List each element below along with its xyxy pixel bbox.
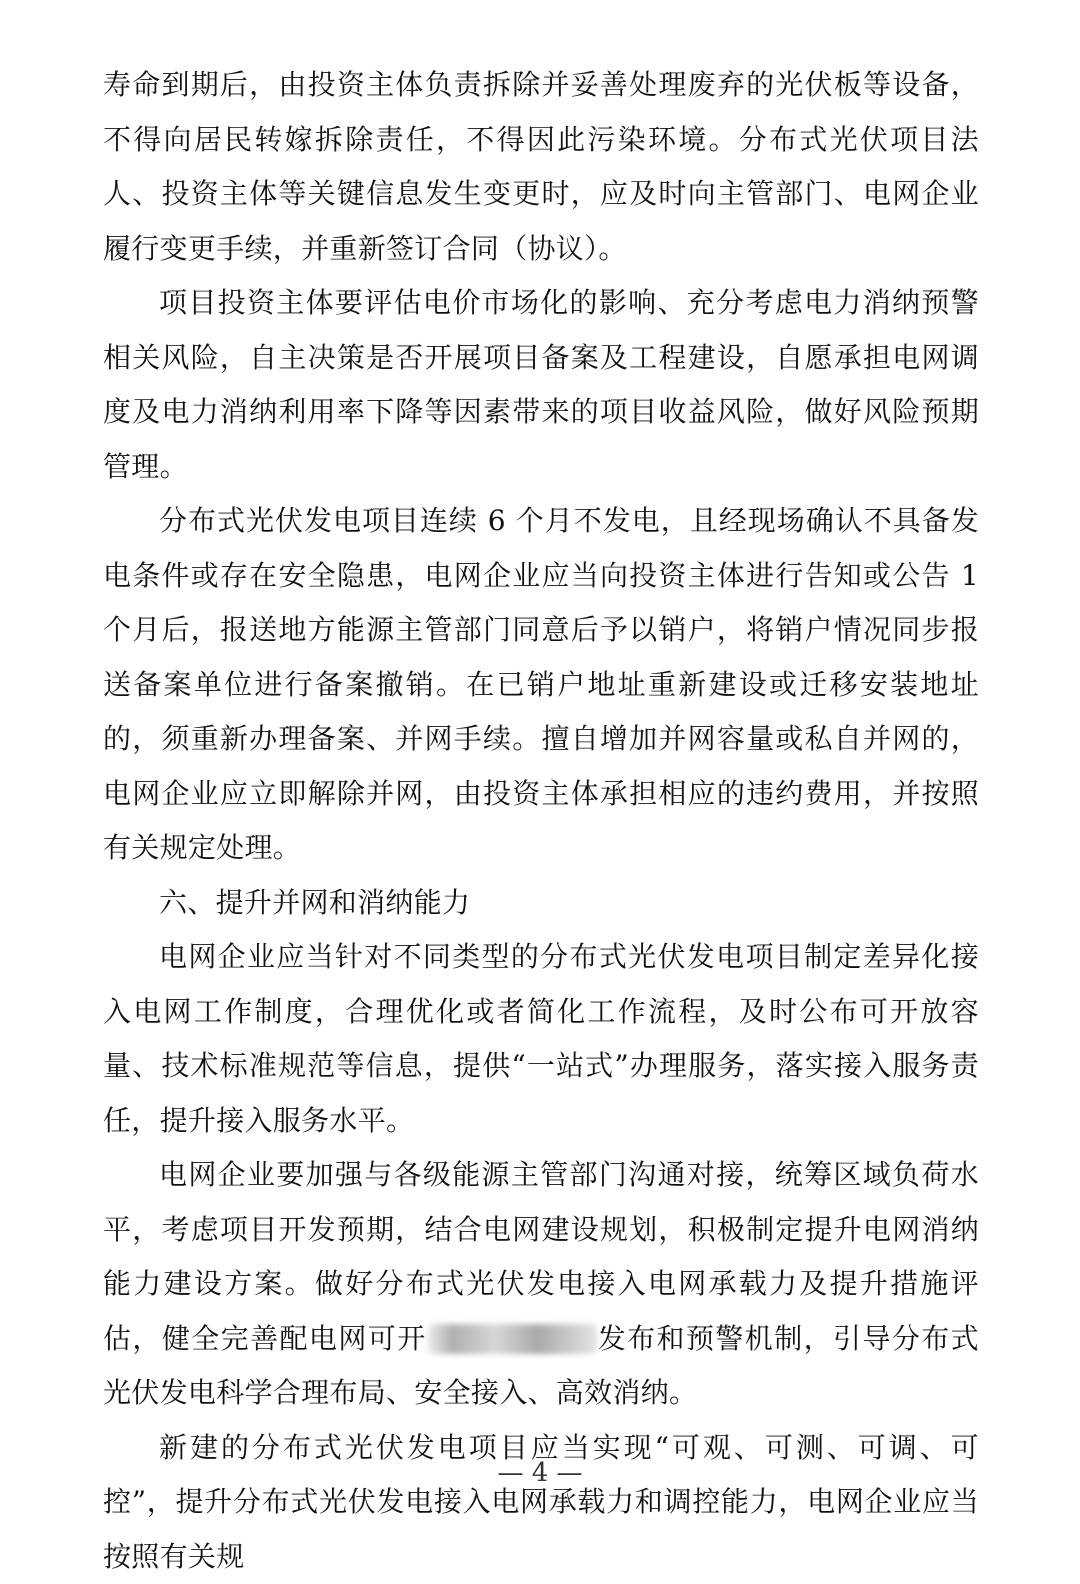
paragraph-grid-capacity-start: 电网企业要加强与各级能源主管部门沟通对接，统筹区域负荷水平，考虑项目开发预期，结合电网建设规划，积极制定提升电网消纳能力建设方案。做好分布式光伏发电接入电网承载力及提升措施评估，健全完善配电网可开 (103, 1158, 979, 1355)
document-body (103, 58, 979, 1584)
paragraph-grid-capacity (103, 1148, 979, 1421)
paragraph-continuation: 寿命到期后，由投资主体负责拆除并妥善处理废弃的光伏板等设备，不得向居民转嫁拆除责任，不得因此污染环境。分布式光伏项目法人、投资主体等关键信息发生变更时，应及时向主管部门、电网企业履行变更手续，并重新签订合同（协议）。 (103, 58, 979, 276)
section-heading-6: 六、提升并网和消纳能力 (103, 876, 979, 931)
paragraph-account-cancellation: 分布式光伏发电项目连续 6 个月不发电，且经现场确认不具备发电条件或存在安全隐患，电网企业应当向投资主体进行告知或公告 1 个月后，报送地方能源主管部门同意后予以销户，将销户情况同步报送备案单位进行备案撤销。在已销户地址重新建设或迁移安装地址的，须重新办理备案、并网手续。擅自增加并网容量或私自并网的，电网企业应立即解除并网，由投资主体承担相应的违约费用，并按照有关规定处理。 (103, 494, 979, 876)
paragraph-grid-capacity-end: 发布和预警机制，引导分布式光伏发电科学合理布局、安全接入、高效消纳。 (103, 1322, 979, 1410)
redaction-blur (427, 1324, 597, 1354)
paragraph-risk-assessment: 项目投资主体要评估电价市场化的影响、充分考虑电力消纳预警相关风险，自主决策是否开展项目备案及工程建设，自愿承担电网调度及电力消纳利用率下降等因素带来的项目收益风险，做好风险预期管理。 (103, 276, 979, 494)
page-number: — 4 — (0, 1458, 1080, 1488)
paragraph-grid-access: 电网企业应当针对不同类型的分布式光伏发电项目制定差异化接入电网工作制度，合理优化或者简化工作流程，及时公布可开放容量、技术标准规范等信息，提供“一站式”办理服务，落实接入服务责任，提升接入服务水平。 (103, 930, 979, 1148)
paragraph-observable-controllable: 新建的分布式光伏发电项目应当实现“可观、可测、可调、可控”，提升分布式光伏发电接入电网承载力和调控能力，电网企业应当按照有关规 (103, 1421, 979, 1584)
